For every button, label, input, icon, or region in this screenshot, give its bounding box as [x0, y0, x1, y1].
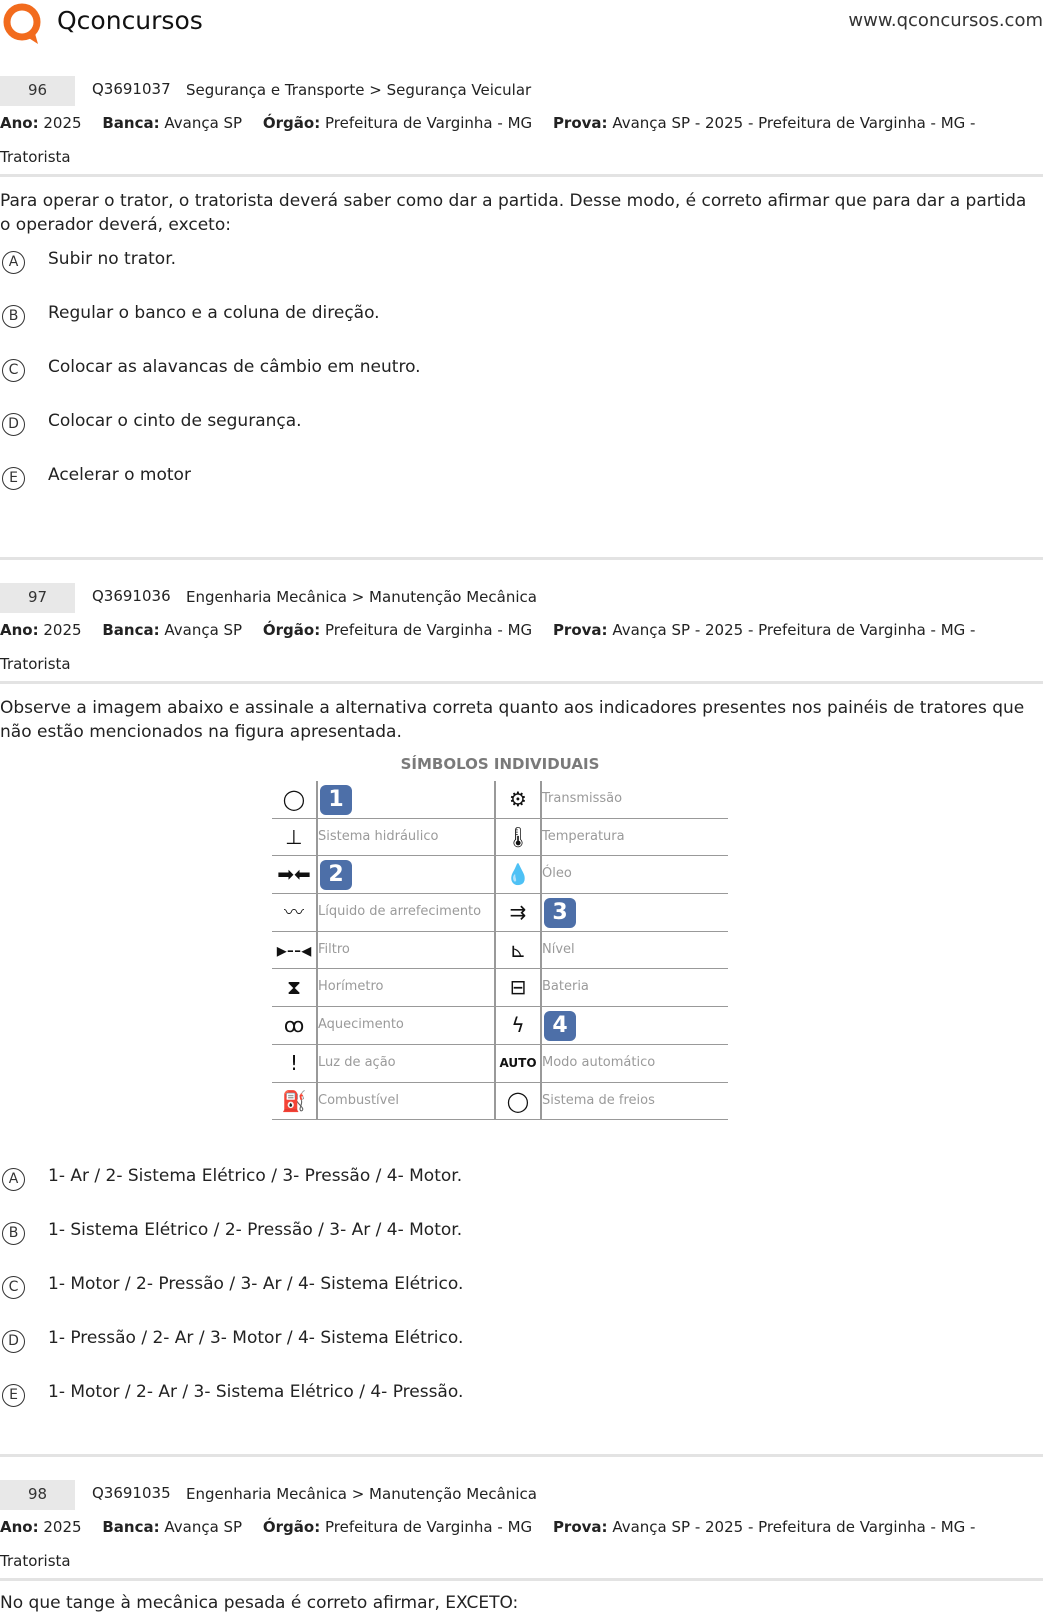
- option-circle-icon[interactable]: D: [2, 413, 25, 436]
- option-circle-icon[interactable]: C: [2, 359, 25, 382]
- glow-plug-icon: ꝏ: [283, 1013, 305, 1038]
- symbols-grid: [272, 781, 728, 1120]
- brake-icon: ◯: [506, 1088, 530, 1113]
- figure-title: SÍMBOLOS INDIVIDUAIS: [400, 755, 600, 773]
- alternative-b[interactable]: [0, 303, 1043, 357]
- alternative-text[interactable]: Regular o banco e a coluna de direção.: [48, 303, 380, 323]
- orgao-value: Prefeitura de Varginha - MG: [324, 1518, 533, 1536]
- alternatives-list: [0, 1166, 1043, 1436]
- number-badge: 1: [320, 785, 352, 815]
- divider: [0, 174, 1043, 177]
- thermometer-icon: 🌡: [505, 824, 531, 849]
- alternative-text[interactable]: 1- Ar / 2- Sistema Elétrico / 3- Pressão / 4- Motor.: [48, 1166, 463, 1186]
- prova-value-cont: Tratorista: [0, 655, 71, 673]
- orgao-label: Órgão:: [262, 1518, 321, 1536]
- banca-value: Avança SP: [164, 621, 243, 639]
- alternatives-list: [0, 249, 1043, 519]
- alternative-b[interactable]: [0, 1220, 1043, 1274]
- symbol-label: Bateria: [542, 979, 589, 995]
- question-statement: No que tange à mecânica pesada é correto afirmar, EXCETO:: [0, 1593, 519, 1613]
- grid-line: [540, 1007, 542, 1044]
- orgao-label: Órgão:: [262, 114, 321, 132]
- symbol-row: [272, 1045, 728, 1083]
- question-number: 98: [0, 1480, 75, 1510]
- question-subject[interactable]: Engenharia Mecânica > Manutenção Mecânica: [186, 588, 537, 606]
- alternative-a[interactable]: [0, 1166, 1043, 1220]
- site-url[interactable]: www.qconcursos.com: [848, 10, 1043, 31]
- symbol-row: [272, 781, 728, 819]
- number-badge: 3: [544, 898, 576, 928]
- grid-line: [540, 894, 542, 931]
- question-number: 97: [0, 583, 75, 613]
- prova-value: Avança SP - 2025 - Prefeitura de Varginha - MG -: [612, 1518, 976, 1536]
- alternative-text[interactable]: Colocar o cinto de segurança.: [48, 411, 302, 431]
- grid-line: [494, 856, 496, 893]
- page-header: [0, 0, 1043, 50]
- question-statement: Para operar o trator, o tratorista deverá saber como dar a partida. Desse modo, é correto afirmar que para dar a partida o operador deverá, exceto:: [0, 191, 1027, 235]
- symbol-row: [272, 894, 728, 932]
- alternative-text[interactable]: 1- Motor / 2- Pressão / 3- Ar / 4- Sistema Elétrico.: [48, 1274, 464, 1294]
- question-info: [0, 613, 1043, 681]
- number-badge: 2: [320, 860, 352, 890]
- electric-icon: ϟ: [511, 1013, 525, 1038]
- prova-label: Prova:: [552, 621, 608, 639]
- symbol-label: Temperatura: [542, 828, 625, 844]
- qconcursos-logo-icon[interactable]: [2, 2, 46, 46]
- option-circle-icon[interactable]: D: [2, 1330, 25, 1353]
- symbol-label: Nível: [542, 941, 575, 957]
- grid-line: [494, 932, 496, 969]
- pressure-arrows-icon: ➡⬅: [277, 862, 311, 887]
- prova-label: Prova:: [552, 114, 608, 132]
- grid-line: [494, 1007, 496, 1044]
- ano-value: 2025: [43, 1518, 82, 1536]
- grid-line: [494, 781, 496, 818]
- grid-line: [494, 1083, 496, 1120]
- banca-label: Banca:: [102, 114, 160, 132]
- engine-icon: ◯: [282, 787, 306, 811]
- alternative-d[interactable]: [0, 1328, 1043, 1382]
- prova-value-cont: Tratorista: [0, 1552, 71, 1570]
- option-circle-icon[interactable]: C: [2, 1276, 25, 1299]
- filter-icon: ▸‐‐◂: [276, 937, 312, 962]
- grid-line: [494, 819, 496, 856]
- exclamation-icon: !: [289, 1050, 299, 1075]
- symbol-label: Aquecimento: [318, 1017, 404, 1033]
- alternative-text[interactable]: 1- Pressão / 2- Ar / 3- Motor / 4- Sistema Elétrico.: [48, 1328, 464, 1348]
- symbol-label: Óleo: [542, 866, 572, 882]
- symbol-label: Transmissão: [542, 791, 623, 806]
- question-number: 96: [0, 76, 75, 106]
- ano-value: 2025: [43, 114, 82, 132]
- grid-line: [494, 894, 496, 931]
- question-separator: [0, 557, 1043, 560]
- option-circle-icon[interactable]: E: [2, 1384, 25, 1407]
- alternative-text[interactable]: 1- Sistema Elétrico / 2- Pressão / 3- Ar / 4- Motor.: [48, 1220, 463, 1240]
- alternative-text[interactable]: 1- Motor / 2- Ar / 3- Sistema Elétrico / 4- Pressão.: [48, 1382, 464, 1402]
- symbols-figure: [272, 755, 728, 1120]
- coolant-icon: 〰: [284, 900, 304, 925]
- symbol-row: [272, 932, 728, 970]
- divider: [0, 1578, 1043, 1581]
- question-id[interactable]: Q3691035: [92, 1484, 171, 1502]
- symbol-row: [272, 1007, 728, 1045]
- symbol-label: Líquido de arrefecimento: [318, 904, 482, 920]
- question-block: [0, 583, 1043, 744]
- hourglass-icon: ⧗: [286, 975, 302, 1000]
- alternative-e[interactable]: [0, 1382, 1043, 1436]
- ano-label: Ano:: [0, 1518, 39, 1536]
- prova-value-cont: Tratorista: [0, 148, 71, 166]
- number-badge: 4: [544, 1011, 576, 1041]
- alternative-text[interactable]: Subir no trator.: [48, 249, 177, 269]
- alternative-e[interactable]: [0, 465, 1043, 519]
- option-circle-icon[interactable]: A: [2, 251, 25, 274]
- gear-icon: ⚙: [509, 787, 527, 811]
- grid-line: [494, 1045, 496, 1082]
- alternative-d[interactable]: [0, 411, 1043, 465]
- question-separator: [0, 1454, 1043, 1457]
- level-icon: ⊾: [509, 937, 527, 962]
- prova-value: Avança SP - 2025 - Prefeitura de Varginha - MG -: [612, 621, 976, 639]
- alternative-text[interactable]: Acelerar o motor: [48, 465, 191, 485]
- fuel-icon: ⛽: [281, 1088, 307, 1113]
- symbol-label: Luz de ação: [318, 1054, 396, 1070]
- banca-label: Banca:: [102, 621, 160, 639]
- question-id[interactable]: Q3691037: [92, 80, 171, 98]
- question-info: [0, 106, 1043, 174]
- option-circle-icon[interactable]: B: [2, 1222, 25, 1245]
- banca-value: Avança SP: [164, 114, 243, 132]
- orgao-value: Prefeitura de Varginha - MG: [324, 114, 533, 132]
- question-block: [0, 1480, 1043, 1615]
- question-statement: Observe a imagem abaixo e assinale a alternativa correta quanto aos indicadores presentes nos painéis de tratores que não estão mencionados na figura apresentada.: [0, 698, 1025, 742]
- question-subject[interactable]: Segurança e Transporte > Segurança Veicular: [186, 81, 532, 99]
- hydraulic-icon: ⊥: [285, 824, 303, 849]
- question-info: [0, 1510, 1043, 1578]
- symbol-label: Filtro: [318, 941, 350, 957]
- symbol-row: [272, 819, 728, 857]
- battery-icon: ⊟: [509, 975, 527, 1000]
- question-id[interactable]: Q3691036: [92, 587, 171, 605]
- logo-text[interactable]: Qconcursos: [57, 6, 203, 35]
- alternative-a[interactable]: [0, 249, 1043, 303]
- option-circle-icon[interactable]: B: [2, 305, 25, 328]
- question-subject[interactable]: Engenharia Mecânica > Manutenção Mecânica: [186, 1485, 537, 1503]
- ano-label: Ano:: [0, 621, 39, 639]
- prova-value: Avança SP - 2025 - Prefeitura de Varginha - MG -: [612, 114, 976, 132]
- symbol-label: Sistema hidráulico: [318, 828, 439, 844]
- orgao-label: Órgão:: [262, 621, 321, 639]
- alternative-c[interactable]: [0, 357, 1043, 411]
- symbol-row: [272, 856, 728, 894]
- grid-line: [316, 856, 318, 893]
- oil-drop-icon: 💧: [505, 862, 531, 887]
- orgao-value: Prefeitura de Varginha - MG: [324, 621, 533, 639]
- option-circle-icon[interactable]: E: [2, 467, 25, 490]
- symbol-label: Horímetro: [318, 979, 384, 995]
- ano-value: 2025: [43, 621, 82, 639]
- prova-label: Prova:: [552, 1518, 608, 1536]
- auto-icon: AUTO: [499, 1055, 537, 1070]
- divider: [0, 681, 1043, 684]
- symbol-label: Combustível: [318, 1092, 399, 1108]
- symbol-label: Modo automático: [542, 1054, 656, 1070]
- question-block: [0, 76, 1043, 519]
- banca-label: Banca:: [102, 1518, 160, 1536]
- alternative-c[interactable]: [0, 1274, 1043, 1328]
- symbol-label: Sistema de freios: [542, 1092, 655, 1108]
- banca-value: Avança SP: [164, 1518, 243, 1536]
- option-circle-icon[interactable]: A: [2, 1168, 25, 1191]
- grid-line: [494, 969, 496, 1006]
- symbol-row: [272, 1083, 728, 1121]
- symbol-row: [272, 969, 728, 1007]
- air-icon: ⇉: [509, 900, 527, 925]
- alternative-text[interactable]: Colocar as alavancas de câmbio em neutro.: [48, 357, 421, 377]
- grid-line: [316, 781, 318, 818]
- ano-label: Ano:: [0, 114, 39, 132]
